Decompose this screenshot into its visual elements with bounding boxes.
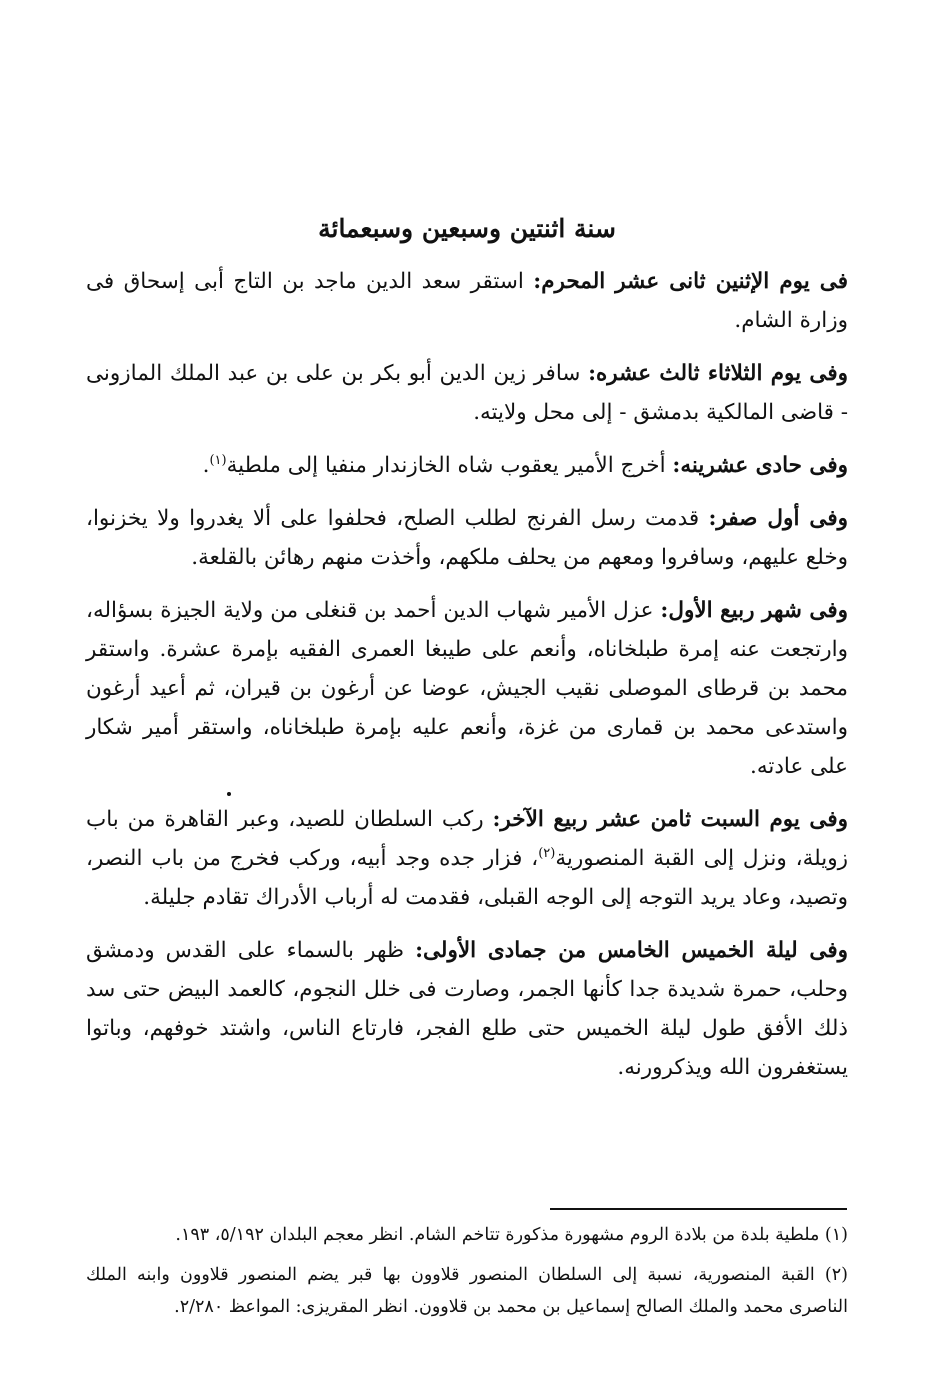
paragraph-safar — [86, 499, 848, 577]
stray-dot — [227, 792, 231, 796]
footnote-divider — [550, 1208, 847, 1210]
paragraph-text: سافر زين الدين أبو بكر بن على بن عبد الملك المازونى - قاضى المالكية بدمشق - إلى محل ولايته. — [86, 361, 848, 425]
paragraph-rabi-awwal — [86, 591, 848, 786]
paragraph-muharram — [86, 262, 848, 340]
paragraph-lead: وفى أول صفر: — [708, 506, 848, 531]
paragraph-hadi-ishrinih — [86, 446, 848, 485]
paragraph-text: ظهر بالسماء على القدس ودمشق وحلب، حمرة شديدة جدا كأنها الجمر، وصارت فى خلل النجوم، كالعمد البيض حتى سد ذلك الأفق طول ليلة الخميس حتى طلع الفجر، فارتاع الناس، واشتد خوفهم، وباتوا يستغفرون الله ويذكرورنه. — [86, 938, 848, 1080]
paragraph-text: عزل الأمير شهاب الدين أحمد بن قنغلى من ولاية الجيزة بسؤاله، وارتجعت عنه إمرة طبلخاناه، وأنعم على طيبغا العمرى الفقيه بإمرة عشرة. واستقر محمد بن قرطاى الموصلى نقيب الجيش، عوضا عن أرغون بن قيران، ثم أعيد أرغون واستدعى محمد بن قمارى من غزة، وأنعم عليه بإمرة طبلخاناه، واستقر أمير شكار على عادته. — [86, 598, 848, 779]
paragraph-text: قدمت رسل الفرنج لطلب الصلح، فحلفوا على ألا يغدروا ولا يخزنوا، وخلع عليهم، وسافروا ومعهم من يحلف ملكهم، وأخذت منهم رهائن بالقلعة. — [86, 506, 848, 570]
paragraph-text: ركب السلطان للصيد، وعبر القاهرة من باب زويلة، ونزل إلى القبة المنصورية — [86, 807, 848, 871]
paragraph-jumada-ula — [86, 931, 848, 1087]
paragraph-text: استقر سعد الدين ماجد بن التاج أبى إسحاق فى وزارة الشام. — [86, 269, 848, 333]
footnote-reference-1[interactable]: (١) — [209, 452, 227, 468]
footnotes-block — [86, 1219, 848, 1331]
section-title: سنة اثنتين وسبعين وسبعمائة — [318, 214, 616, 243]
footnote-1: (١) ملطية بلدة من بلادة الروم مشهورة مذكورة تتاخم الشام. انظر معجم البلدان ٥/١٩٢، ١٩٣. — [175, 1225, 848, 1245]
footnote-reference-2[interactable]: (٢) — [538, 845, 556, 861]
paragraph-lead: وفى يوم السبت ثامن عشر ربيع الآخر: — [492, 807, 849, 832]
paragraph-tail: . — [202, 453, 210, 478]
paragraph-lead: وفى يوم الثلاثاء ثالث عشره: — [588, 361, 848, 386]
paragraph-lead: وفى حادى عشرينه: — [672, 453, 848, 478]
paragraph-lead: فى يوم الإثنين ثانى عشر المحرم: — [533, 269, 848, 294]
footnote-2: (٢) القبة المنصورية، نسبة إلى السلطان المنصور قلاوون بها قبر يضم المنصور قلاوون وابنه الملك الناصرى محمد والملك الصالح إسماعيل بن محمد بن قلاوون. انظر المقريزى: المواعظ ٢/٢٨٠. — [86, 1265, 848, 1317]
paragraph-rabi-akhir — [86, 800, 848, 917]
paragraph-lead: وفى شهر ربيع الأول: — [660, 598, 849, 623]
paragraph-tail: ، فزار جده وجد أبيه، وركب فخرج من باب النصر، وتصيد، وعاد يريد التوجه إلى الوجه القبلى، فقدمت له أرباب الأدراك تقادم جليلة. — [86, 846, 848, 910]
paragraph-thulatha — [86, 354, 848, 432]
paragraph-text: أخرج الأمير يعقوب شاه الخازندار منفيا إلى ملطية — [226, 453, 673, 478]
paragraph-lead: وفى ليلة الخميس الخامس من جمادى الأولى: — [415, 938, 848, 963]
page-body — [86, 200, 848, 1101]
